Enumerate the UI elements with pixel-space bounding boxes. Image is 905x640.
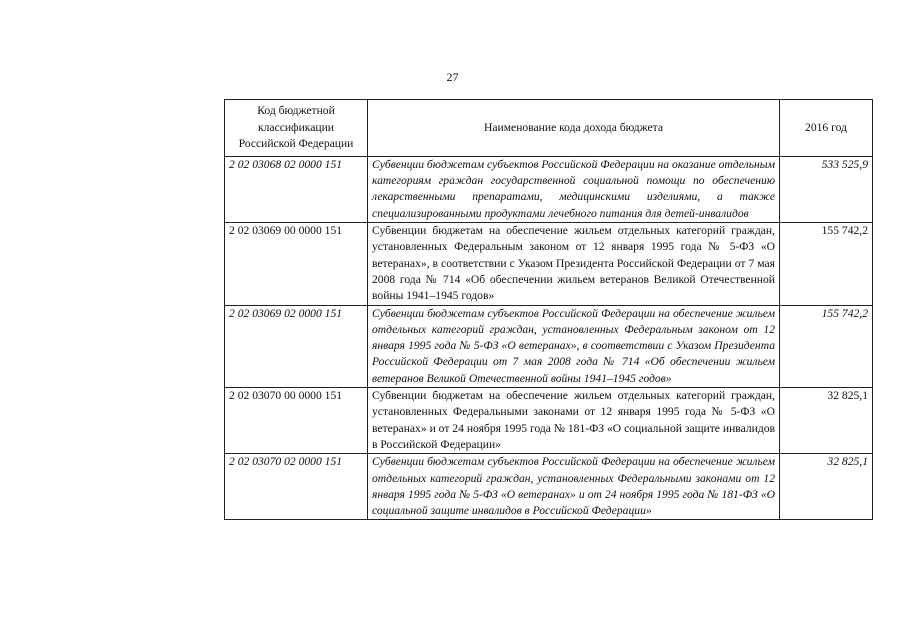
header-code: Код бюджетной классификации Российской Федерации xyxy=(225,100,368,157)
row-value: 155 742,2 xyxy=(780,305,873,387)
row-code: 2 02 03070 02 0000 151 xyxy=(225,454,368,520)
row-name: Субвенции бюджетам субъектов Российской Федерации на оказание отдельным категориям граждан государственной социальной помощи по обеспечению лекарственными препаратами, медицинскими изделиями, а также специализированными продуктами лечебного питания для детей-инвалидов xyxy=(368,157,780,223)
header-name: Наименование кода дохода бюджета xyxy=(368,100,780,157)
row-code: 2 02 03069 00 0000 151 xyxy=(225,222,368,305)
row-code: 2 02 03069 02 0000 151 xyxy=(225,305,368,387)
row-code: 2 02 03070 00 0000 151 xyxy=(225,387,368,454)
page-number: 27 xyxy=(446,70,459,84)
row-name: Субвенции бюджетам субъектов Российской Федерации на обеспечение жильем отдельных категорий граждан, установленных Федеральными законами от 12 января 1995 года № 5-ФЗ «О ветеранах» и от 24 ноября 1995 года № 181-ФЗ «О социальной защите инвалидов в Российской Федерации» xyxy=(368,454,780,520)
table-row xyxy=(225,305,873,387)
row-value: 533 525,9 xyxy=(780,157,873,223)
row-value: 155 742,2 xyxy=(780,222,873,305)
row-value: 32 825,1 xyxy=(780,454,873,520)
table-row xyxy=(225,222,873,305)
row-name: Субвенции бюджетам на обеспечение жильем отдельных категорий граждан, установленных Федеральными законами от 12 января 1995 года № 5-ФЗ «О ветеранах» и от 24 ноября 1995 года № 181-ФЗ «О социальной защите инвалидов в Российской Федерации» xyxy=(368,387,780,454)
row-value: 32 825,1 xyxy=(780,387,873,454)
header-year: 2016 год xyxy=(780,100,873,157)
table-row xyxy=(225,387,873,454)
table-header-row xyxy=(225,100,873,157)
budget-revenue-table xyxy=(224,99,873,520)
table-row xyxy=(225,157,873,223)
table-row xyxy=(225,454,873,520)
row-name: Субвенции бюджетам субъектов Российской Федерации на обеспечение жильем отдельных категорий граждан, установленных Федеральным законом от 12 января 1995 года № 5-ФЗ «О ветеранах», в соответствии с Указом Президента Российской Федерации от 7 мая 2008 года № 714 «Об обеспечении жильем ветеранов Великой Отечественной войны 1941–1945 годов» xyxy=(368,305,780,387)
row-code: 2 02 03068 02 0000 151 xyxy=(225,157,368,223)
row-name: Субвенции бюджетам на обеспечение жильем отдельных категорий граждан, установленных Федеральным законом от 12 января 1995 года № 5-ФЗ «О ветеранах», в соответствии с Указом Президента Российской Федерации от 7 мая 2008 года № 714 «Об обеспечении жильем ветеранов Великой Отечественной войны 1941–1945 годов» xyxy=(368,222,780,305)
